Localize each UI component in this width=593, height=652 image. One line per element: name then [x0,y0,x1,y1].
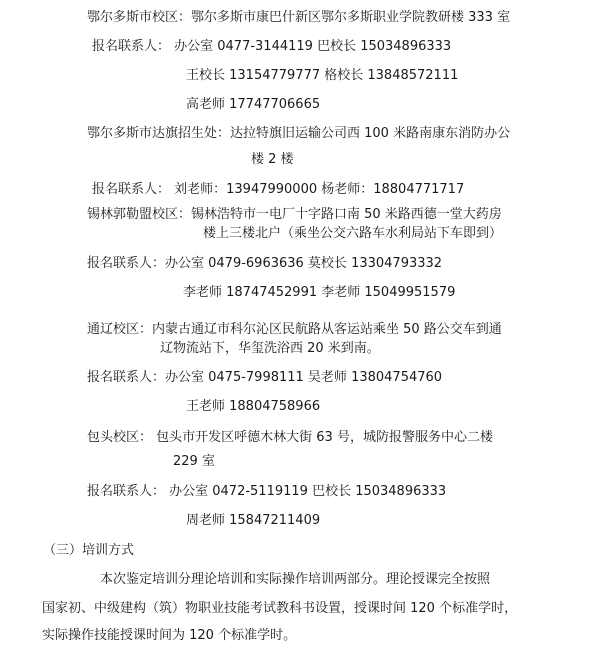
training-paragraph-line-2: 国家初、中级建构（筑）物职业技能考试教科书设置，授课时间 120 个标准学时， [42,601,518,616]
tongliao-campus-address: 通辽校区：内蒙古通辽市科尔沁区民航路从客运站乘坐 50 路公交车到通 [87,322,502,337]
daqi-contacts-row: 报名联系人： 刘老师：13947990000 杨老师：18804771717 [92,182,465,197]
training-paragraph-line-1: 本次鉴定培训分理论培训和实际操作培训两部分。理论授课完全按照 [100,572,491,587]
baotou-campus-address-cont: 229 室 [173,454,215,469]
section-heading-training-method: （三）培训方式 [43,543,135,558]
tongliao-contacts-row-2: 王老师 18804758966 [186,399,321,414]
baotou-contacts-row-2: 周老师 15847211409 [186,513,321,528]
daqi-office-address-cont: 楼 2 楼 [251,152,294,167]
xilingol-campus-address-cont: 楼上三楼北户（乘坐公交六路车水利局站下车即到） [203,226,503,241]
ordos-campus-address: 鄂尔多斯市校区：鄂尔多斯市康巴什新区鄂尔多斯职业学院教研楼 333 室 [87,10,511,25]
baotou-contacts-row-1: 报名联系人： 办公室 0472-5119119 巴校长 15034896333 [87,484,447,499]
ordos-contacts-row-1: 报名联系人： 办公室 0477-3144119 巴校长 15034896333 [92,39,452,54]
daqi-office-address: 鄂尔多斯市达旗招生处：达拉特旗旧运输公司西 100 米路南康东消防办公 [87,126,511,141]
ordos-contacts-row-3: 高老师 17747706665 [186,97,321,112]
tongliao-contacts-row-1: 报名联系人：办公室 0475-7998111 吴老师 13804754760 [87,370,443,385]
tongliao-campus-address-cont: 辽物流站下，华玺洗浴西 20 米到南。 [160,341,380,356]
xilingol-contacts-row-2: 李老师 18747452991 李老师 15049951579 [183,285,456,300]
training-paragraph-line-3: 实际操作技能授课时间为 120 个标准学时。 [42,628,297,643]
xilingol-contacts-row-1: 报名联系人：办公室 0479-6963636 莫校长 13304793332 [87,256,443,271]
ordos-contacts-row-2: 王校长 13154779777 格校长 13848572111 [186,68,459,83]
baotou-campus-address: 包头校区： 包头市开发区呼德木林大街 63 号，城防报警服务中心二楼 [87,430,493,445]
xilingol-campus-address: 锡林郭勒盟校区：锡林浩特市一电厂十字路口南 50 米路西德一堂大药房 [87,207,502,222]
